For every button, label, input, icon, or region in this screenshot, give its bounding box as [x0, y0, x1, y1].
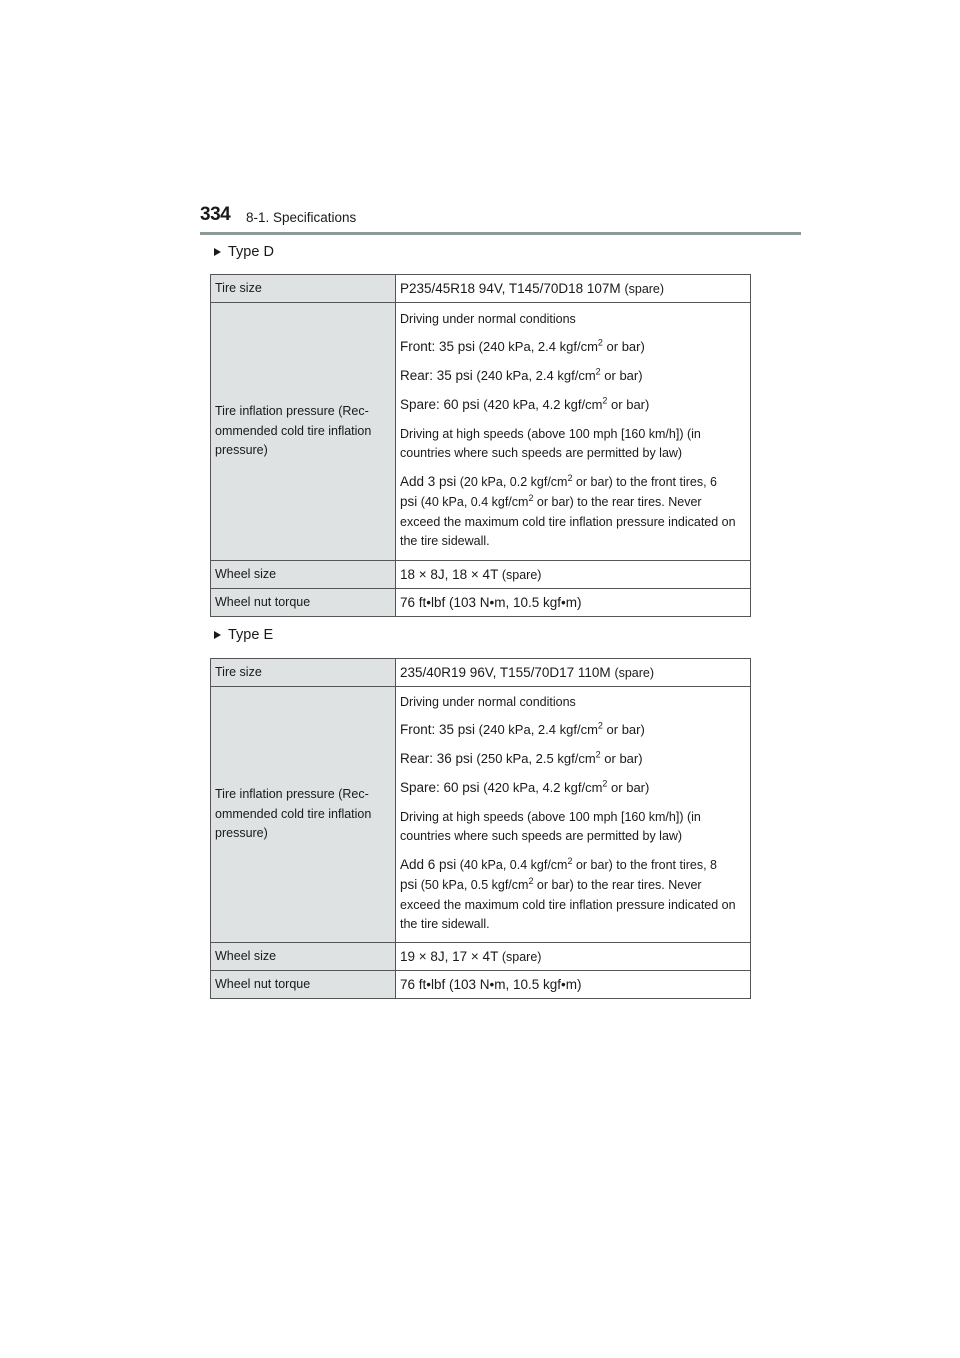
add-pressure-note: Add 6 psi (40 kPa, 0.4 kgf/$cm^2$ or bar) to the front tires, 8 psi (50 kPa, 0.5 kgf/$cm^2$ or bar) to the rear tires. Never exceed the maximum cold tire inflation pressure indicated on the tire sidewall.	[400, 855, 736, 931]
type-d-spec-table	[210, 274, 751, 617]
table-row	[211, 971, 751, 999]
page-number: 334	[200, 204, 231, 225]
wheel-size-label: Wheel size	[211, 943, 396, 971]
type-d-heading	[214, 244, 274, 260]
tire-size-label: Tire size	[211, 659, 396, 687]
high-speed-note: Driving at high speeds (above 100 mph [160 km/h]) (in countries where such speeds are permitted by law)	[400, 809, 701, 843]
page-header	[200, 204, 801, 234]
triangle-bullet-icon	[214, 248, 221, 256]
wheel-nut-torque-value: 76 ft•lbf (103 N•m, 10.5 kgf•m)	[396, 971, 751, 999]
pressure-value: Driving under normal conditions Front: 35 psi (240 kPa, 2.4 kgf/$cm^2$ or bar) Rear: 36 psi (250 kPa, 2.5 kgf/$cm^2$ or bar) Spare: 60 psi (420 kPa, 4.2 kgf/$cm^2$ or bar) Driving at high speeds (above 100 mph [160 km/h]) (in countries where such speeds are permitted by law) Add 6 psi (40 kPa, 0.4 kgf/$cm^2$ or bar) to the front tires, 8 psi (50 kPa, 0.5 kgf/$cm^2$ or bar) to the rear tires. Never exceed the maximum cold tire inflation pressure indicated on the tire sidewall.	[396, 687, 751, 943]
type-e-heading	[214, 627, 273, 643]
triangle-bullet-icon	[214, 631, 221, 639]
table-row	[211, 943, 751, 971]
tire-size-value: P235/45R18 94V, T145/70D18 107M (spare)	[396, 275, 751, 303]
header-rule	[200, 232, 801, 235]
wheel-size-label: Wheel size	[211, 561, 396, 589]
table-row	[211, 561, 751, 589]
table-row	[211, 589, 751, 617]
type-e-label: Type E	[228, 627, 274, 643]
front-pressure: Front: 35 psi (240 kPa, 2.4 kgf/$cm^2$ or bar)	[400, 720, 645, 737]
tire-size-value: 235/40R19 96V, T155/70D17 110M (spare)	[396, 659, 751, 687]
spare-pressure: Spare: 60 psi (420 kPa, 4.2 kgf/$cm^2$ or bar)	[400, 778, 650, 795]
wheel-nut-torque-label: Wheel nut torque	[211, 971, 396, 999]
section-title: 8-1. Specifications	[246, 210, 357, 225]
table-row	[211, 659, 751, 687]
wheel-size-value: 18 × 8J, 18 × 4T (spare)	[396, 561, 751, 589]
wheel-nut-torque-value: 76 ft•lbf (103 N•m, 10.5 kgf•m)	[396, 589, 751, 617]
pressure-value: Driving under normal conditions Front: 35 psi (240 kPa, 2.4 kgf/$cm^2$ or bar) Rear: 35 psi (240 kPa, 2.4 kgf/$cm^2$ or bar) Spare: 60 psi (420 kPa, 4.2 kgf/$cm^2$ or bar) Driving at high speeds (above 100 mph [160 km/h]) (in countries where such speeds are permitted by law) Add 3 psi (20 kPa, 0.2 kgf/$cm^2$ or bar) to the front tires, 6 psi (40 kPa, 0.4 kgf/$cm^2$ or bar) to the rear tires. Never exceed the maximum cold tire inflation pressure indicated on the tire sidewall.	[396, 303, 751, 561]
pressure-label: Tire inflation pressure (Rec-ommended cold tire inflation pressure)	[211, 687, 396, 943]
type-d-label: Type D	[228, 244, 274, 260]
add-pressure-note: Add 3 psi (20 kPa, 0.2 kgf/$cm^2$ or bar) to the front tires, 6 psi (40 kPa, 0.4 kgf/$cm^2$ or bar) to the rear tires. Never exceed the maximum cold tire inflation pressure indicated on the tire sidewall.	[400, 472, 736, 548]
rear-pressure: Rear: 35 psi (240 kPa, 2.4 kgf/$cm^2$ or bar)	[400, 366, 643, 383]
rear-pressure: Rear: 36 psi (250 kPa, 2.5 kgf/$cm^2$ or bar)	[400, 749, 643, 766]
type-e-spec-table	[210, 658, 751, 999]
table-row	[211, 275, 751, 303]
pressure-label: Tire inflation pressure (Rec-ommended cold tire inflation pressure)	[211, 303, 396, 561]
wheel-nut-torque-label: Wheel nut torque	[211, 589, 396, 617]
tire-size-label: Tire size	[211, 275, 396, 303]
spare-pressure: Spare: 60 psi (420 kPa, 4.2 kgf/$cm^2$ or bar)	[400, 395, 650, 412]
high-speed-note: Driving at high speeds (above 100 mph [160 km/h]) (in countries where such speeds are permitted by law)	[400, 426, 701, 460]
table-row	[211, 303, 751, 561]
wheel-size-value: 19 × 8J, 17 × 4T (spare)	[396, 943, 751, 971]
front-pressure: Front: 35 psi (240 kPa, 2.4 kgf/$cm^2$ or bar)	[400, 337, 645, 354]
table-row	[211, 687, 751, 943]
